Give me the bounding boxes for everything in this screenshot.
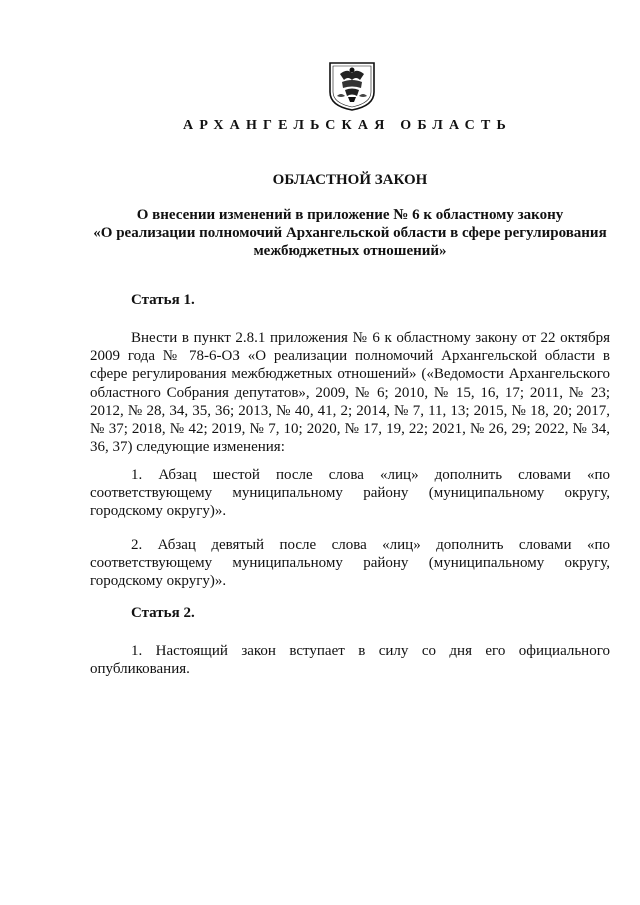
article-1-item-1: 1. Абзац шестой после слова «лиц» дополнить словами «по соответствующему муниципальному району (муниципальному округу, городскому округу)». bbox=[90, 467, 610, 520]
region-name: АРХАНГЕЛЬСКАЯ ОБЛАСТЬ bbox=[183, 118, 512, 133]
article-2-item-1: 1. Настоящий закон вступает в силу со дня его официального опубликования. bbox=[90, 643, 610, 678]
coat-of-arms-icon bbox=[327, 60, 377, 112]
law-title-line-3: межбюджетных отношений» bbox=[253, 243, 447, 259]
law-title-line-1: О внесении изменений в приложение № 6 к областному закону bbox=[136, 207, 564, 223]
article-1-intro: Внести в пункт 2.8.1 приложения № 6 к областному закону от 22 октября 2009 года № 78-6-ОЗ «О реализации полномочий Архангельской области в сфере регулирования межбюджетных отношений» («Ведомости Архангельского областного Собрания депутатов», 2009, № 6; 2010, № 15, 16, 17; 2011, № 23; 2012, № 28, 34, 35, 36; 2013, № 40, 41, 2; 2014, № 7, 11, 13; 2015, № 18, 20; 2017, № 37; 2018, № 42; 2019, № 7, 10; 2020, № 17, 19, 22; 2021, № 26, 29; 2022, № 34, 36, 37) следующие изменения: bbox=[90, 330, 610, 456]
law-title bbox=[90, 206, 610, 260]
article-1-heading: Статья 1. bbox=[131, 292, 195, 308]
law-type-title: ОБЛАСТНОЙ ЗАКОН bbox=[272, 172, 428, 188]
article-1-item-2: 2. Абзац девятый после слова «лиц» дополнить словами «по соответствующему муниципальному району (муниципальному округу, городскому округу)». bbox=[90, 537, 610, 590]
article-2-heading: Статья 2. bbox=[131, 605, 195, 621]
law-title-line-2: «О реализации полномочий Архангельской области в сфере регулирования bbox=[93, 225, 607, 241]
